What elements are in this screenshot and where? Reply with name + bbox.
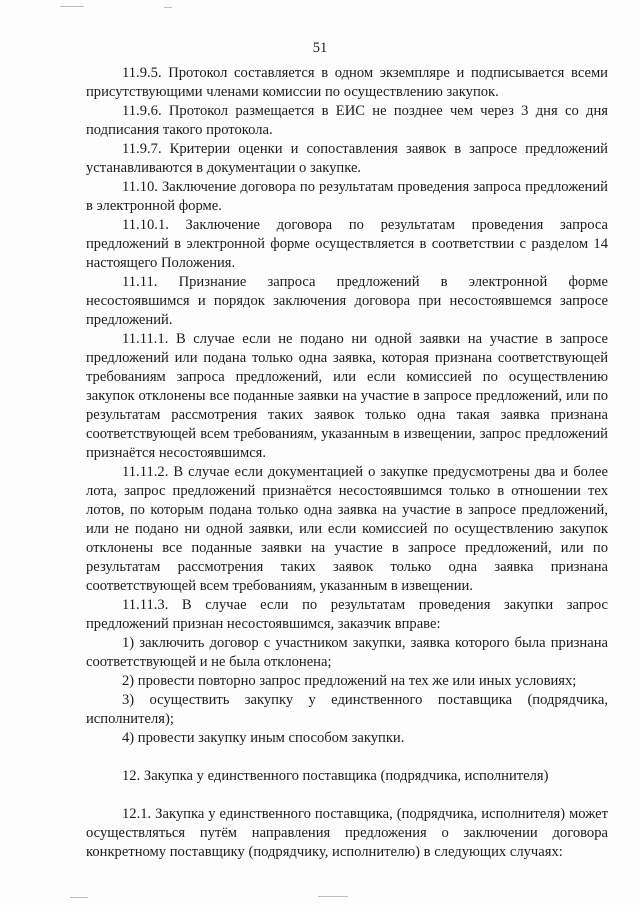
document-body [86,64,608,862]
section-heading: 12. Закупка у единственного поставщика (подрядчика, исполнителя) [122,768,549,784]
paragraph-11-9-5: 11.9.5. Протокол составляется в одном экземпляре и подписывается всеми присутствующими членами комиссии по осуществлению закупок. [86,65,608,100]
scan-artifact [318,896,348,897]
scan-artifact [164,7,172,8]
list-item-1: 1) заключить договор с участником закупки, заявка которого была признана соответствующей и не была отклонена; [86,635,608,670]
list-item-3: 3) осуществить закупку у единственного поставщика (подрядчика, исполнителя); [86,692,608,727]
spacer [86,748,608,767]
paragraph-11-10-1: 11.10.1. Заключение договора по результатам проведения запроса предложений в электронной форме осуществляется в соответствии с разделом 14 настоящего Положения. [86,217,608,271]
paragraph-11-11: 11.11. Признание запроса предложений в электронной форме несостоявшимся и порядок заключения договора при несостоявшемся запросе предложений. [86,274,608,328]
page-number: 51 [312,40,328,56]
paragraph-11-11-3: 11.11.3. В случае если по результатам проведения закупки запрос предложений признан несостоявшимся, заказчик вправе: [86,597,608,632]
scan-artifact [70,897,88,898]
paragraph-11-9-6: 11.9.6. Протокол размещается в ЕИС не позднее чем через 3 дня со дня подписания такого протокола. [86,103,608,138]
paragraph-11-9-7: 11.9.7. Критерии оценки и сопоставления заявок в запросе предложений устанавливаются в документации о закупке. [86,141,608,176]
paragraph-12-1: 12.1. Закупка у единственного поставщика, (подрядчика, исполнителя) может осуществляться путём направления предложения о заключении договора конкретному поставщику (подрядчику, исполнителю) в следующих случаях: [86,806,608,860]
paragraph-11-10: 11.10. Заключение договора по результатам проведения запроса предложений в электронной форме. [86,179,608,214]
list-item-4: 4) провести закупку иным способом закупки. [122,730,405,746]
scan-artifact [60,6,84,7]
paragraph-11-11-1: 11.11.1. В случае если не подано ни одной заявки на участие в запросе предложений или подана только одна заявка, которая признана соответствующей требованиям запроса предложений, или если комиссией по осуществлению закупок отклонены все поданные заявки на участие в запросе предложений, или по результатам рассмотрения таких заявок только одна такая заявка признана соответствующей всем требованиям, указанным в извещении, запрос предложений признаётся несостоявшимся. [86,331,608,461]
paragraph-11-11-2: 11.11.2. В случае если документацией о закупке предусмотрены два и более лота, запрос предложений признаётся несостоявшимся только в отношении тех лотов, по которым подана только одна заявка на участие в запросе предложений, или не подано ни одной заявки, или если комиссией по осуществлению закупок отклонены все поданные заявки на участие в запросе предложений, или по результатам рассмотрения таких заявок только одна заявка признана соответствующей всем требованиям, указанным в извещении. [86,464,608,594]
spacer [86,786,608,805]
list-item-2: 2) провести повторно запрос предложений на тех же или иных условиях; [122,673,577,689]
